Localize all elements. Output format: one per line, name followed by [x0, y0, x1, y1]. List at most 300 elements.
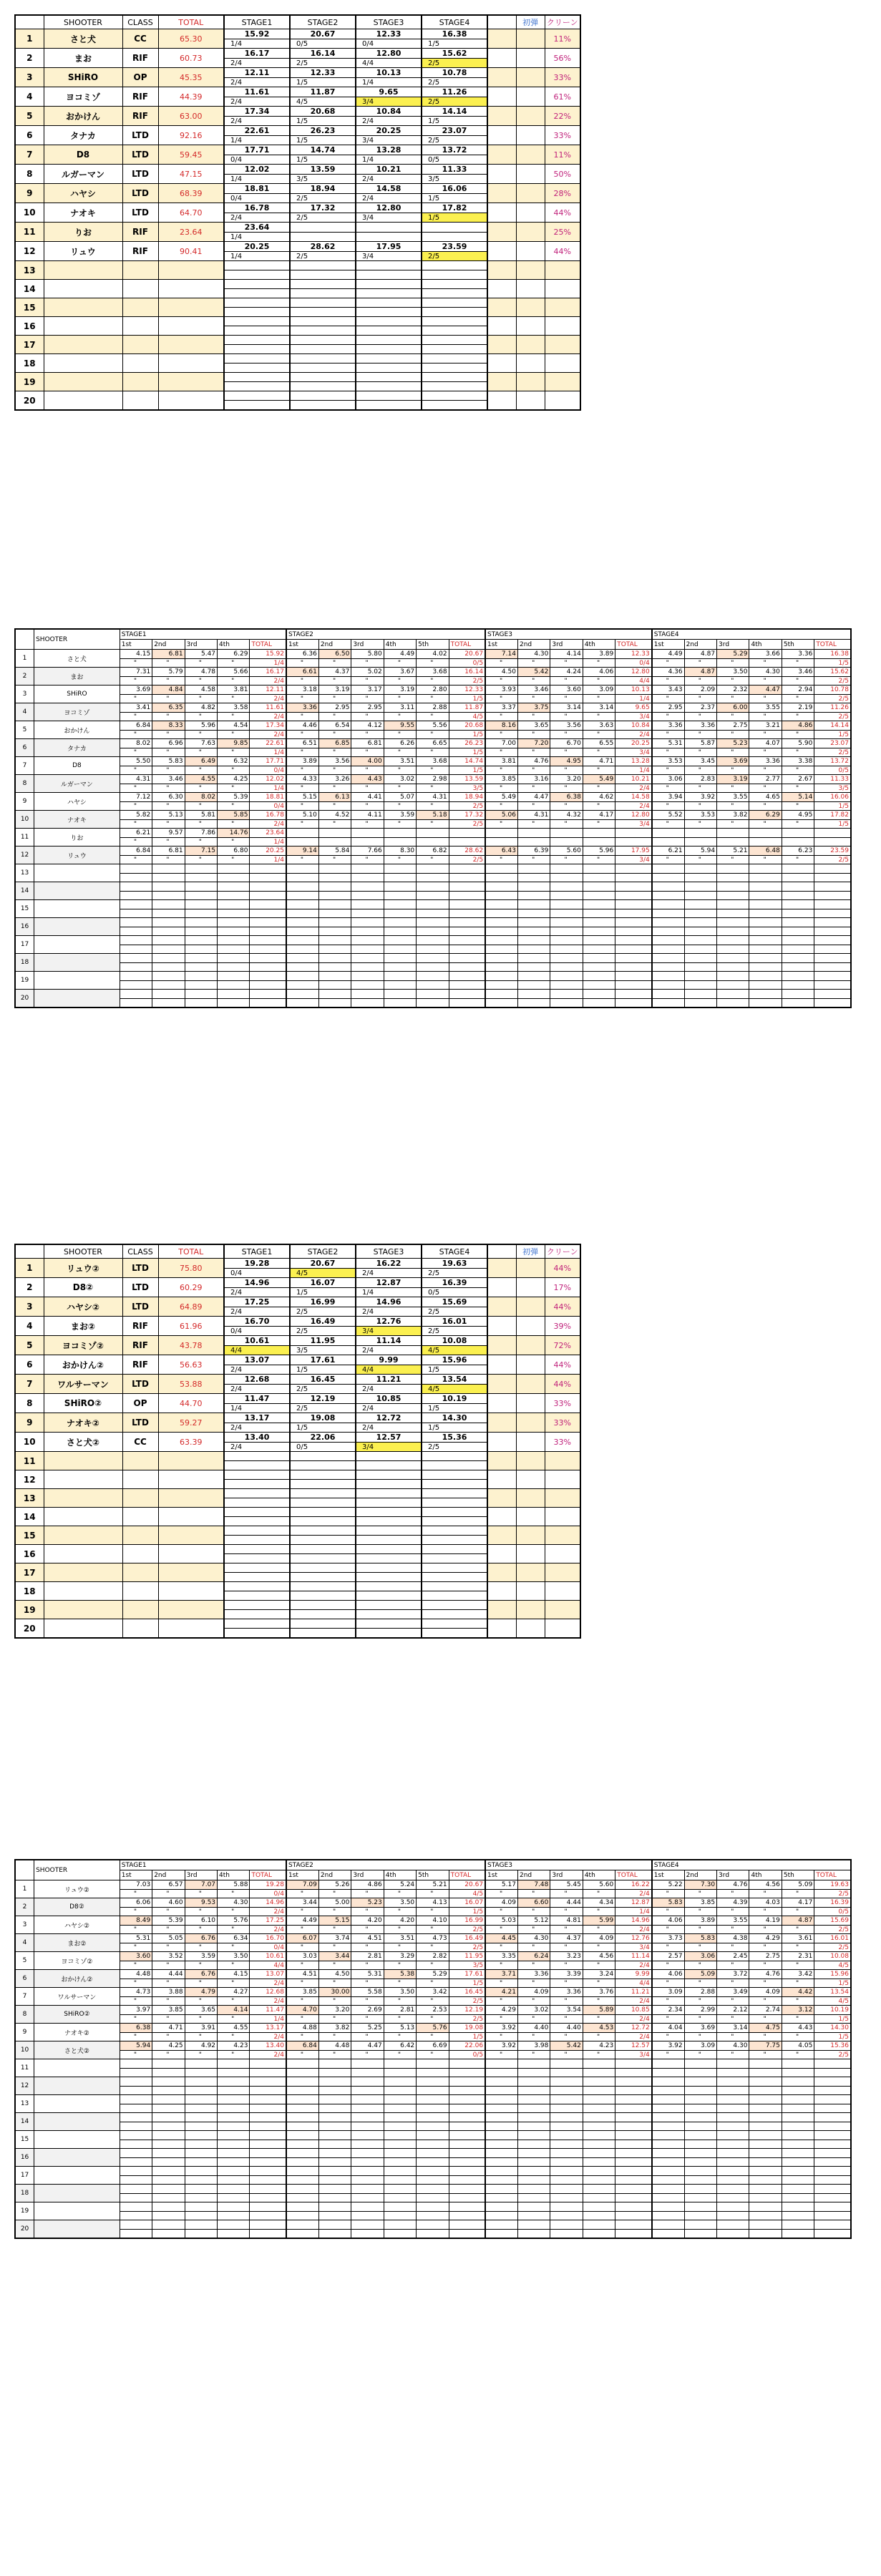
stage3-time: 10.21 — [356, 165, 422, 175]
tick-cell — [351, 981, 384, 990]
tick-cell: " — [218, 856, 250, 864]
shooter-name: SHiRO② — [44, 1394, 122, 1413]
shooter-name — [44, 280, 122, 298]
shot-time: 3.21 — [749, 721, 782, 731]
tick-cell: " — [152, 1943, 185, 1952]
total-time: 60.73 — [158, 49, 224, 68]
tick-cell — [717, 2122, 749, 2131]
shot-time: 2.83 — [684, 775, 716, 784]
shot-time: 4.31 — [417, 793, 449, 802]
stage-hits: 2/5 — [814, 713, 851, 721]
shot-time — [318, 2149, 351, 2158]
shot-time: 4.76 — [749, 1970, 782, 1979]
stage-hits — [449, 892, 485, 900]
tick-cell — [517, 2104, 550, 2113]
shot-time — [583, 972, 615, 981]
stage-total — [615, 2185, 652, 2194]
shot-time: 4.82 — [185, 703, 217, 713]
shot-time: 5.23 — [351, 1898, 384, 1908]
detail-row — [15, 757, 851, 766]
shot-time — [717, 918, 749, 927]
spacer-cell — [487, 1375, 516, 1394]
shot-time: 8.16 — [485, 721, 517, 731]
shooter-class — [122, 1545, 158, 1563]
shot-time — [782, 990, 814, 999]
tick-cell: " — [749, 1979, 782, 1988]
tick-cell — [351, 2140, 384, 2149]
stage-total-header: TOTAL — [250, 640, 286, 650]
shot-time: 8.49 — [120, 1916, 152, 1926]
shooter-name: タナカ — [44, 126, 122, 145]
tick-cell — [120, 2122, 152, 2131]
shot-time — [782, 864, 814, 874]
tick-cell — [583, 945, 615, 954]
shot-time — [185, 2202, 217, 2212]
shooter-class: OP — [122, 1394, 158, 1413]
shot-time — [652, 2077, 684, 2087]
tick-cell — [652, 2069, 684, 2077]
shot-time: 4.92 — [185, 2041, 217, 2051]
detail-row — [15, 721, 851, 731]
tick-cell — [318, 2069, 351, 2077]
detail-fraction-row — [15, 802, 851, 811]
tick-cell — [485, 927, 517, 936]
shot-time: 2.45 — [717, 1952, 749, 1961]
total-time: 61.96 — [158, 1317, 224, 1336]
row-number: 20 — [15, 2220, 34, 2239]
shot-time: 6.85 — [318, 739, 351, 748]
shot-time: 6.69 — [417, 2041, 449, 2051]
tick-cell: " — [782, 856, 814, 864]
stage4-hits: 3/5 — [422, 175, 487, 184]
tick-cell: " — [318, 677, 351, 686]
row-number: 5 — [15, 1952, 34, 1970]
tick-cell: " — [120, 731, 152, 739]
stage3-header: STAGE3 — [485, 629, 652, 640]
stage-total: 10.61 — [250, 1952, 286, 1961]
stage2-hits — [290, 233, 356, 242]
tick-cell — [152, 963, 185, 972]
clean-rate: 72% — [545, 1336, 580, 1355]
tick-cell: " — [652, 677, 684, 686]
result-row — [15, 1317, 580, 1327]
tick-cell: " — [218, 1961, 250, 1970]
shot-time — [351, 2220, 384, 2230]
tick-cell — [782, 2230, 814, 2239]
stage-total: 12.76 — [615, 1934, 652, 1943]
shot-time — [120, 972, 152, 981]
shot-2-header: 2nd — [684, 640, 716, 650]
result-row — [15, 1545, 580, 1554]
shot-time — [782, 2131, 814, 2140]
shot-time: 5.85 — [218, 811, 250, 820]
tick-cell — [485, 945, 517, 954]
tick-cell: " — [152, 1997, 185, 2006]
total-time: 60.29 — [158, 1278, 224, 1297]
tick-cell: " — [384, 2051, 416, 2059]
shot-time — [286, 2095, 318, 2104]
shot-time: 3.73 — [652, 1934, 684, 1943]
shot-time — [318, 2131, 351, 2140]
tick-cell: " — [185, 748, 217, 757]
shot-time: 6.38 — [550, 793, 583, 802]
tick-cell: " — [384, 713, 416, 721]
tick-cell — [517, 874, 550, 882]
spacer-cell — [487, 1355, 516, 1375]
shot-time: 3.63 — [583, 721, 615, 731]
shot-time — [120, 936, 152, 945]
shot-time — [286, 2167, 318, 2176]
stage3-hits: 3/4 — [356, 1443, 422, 1452]
tick-cell: " — [782, 766, 814, 775]
stage-total: 16.78 — [250, 811, 286, 820]
tick-cell: " — [517, 1926, 550, 1934]
tick-cell — [318, 927, 351, 936]
empty-cell — [545, 280, 580, 298]
result-row — [15, 1452, 580, 1461]
tick-cell: " — [652, 1979, 684, 1988]
shot-time — [684, 2059, 716, 2069]
stage4-hits — [422, 401, 487, 411]
detail-fraction-row — [15, 659, 851, 668]
stage3-hits: 3/4 — [356, 136, 422, 145]
shot-time — [185, 918, 217, 927]
spacer-cell — [487, 1297, 516, 1317]
shot-1-header: 1st — [652, 640, 684, 650]
shot-time — [652, 2220, 684, 2230]
detail-row — [15, 1934, 851, 1943]
shot-time: 2.69 — [351, 2006, 384, 2015]
shot-time: 3.58 — [218, 703, 250, 713]
shot-time: 4.62 — [583, 793, 615, 802]
tick-cell: " — [652, 695, 684, 703]
tick-cell — [485, 2069, 517, 2077]
shot-time: 7.63 — [185, 739, 217, 748]
shot-time — [384, 2202, 416, 2212]
stage4-time — [422, 1489, 487, 1498]
shooter-name — [44, 1508, 122, 1526]
shot-time — [652, 2185, 684, 2194]
stage2-time: 12.33 — [290, 68, 356, 78]
tick-cell — [517, 2194, 550, 2202]
tick-cell: " — [782, 2051, 814, 2059]
shot-time — [152, 918, 185, 927]
stage-total-header: TOTAL — [449, 1870, 485, 1880]
tick-cell — [152, 2104, 185, 2113]
tick-cell — [485, 999, 517, 1008]
tick-cell — [749, 2140, 782, 2149]
stage-hits — [615, 2194, 652, 2202]
shot-time — [717, 2077, 749, 2087]
stage-total — [814, 2202, 851, 2212]
shooter-name — [34, 2059, 120, 2077]
row-number: 13 — [15, 864, 34, 882]
result-row — [15, 298, 580, 308]
shot-time — [286, 972, 318, 981]
stage1-header: STAGE1 — [120, 629, 286, 640]
stage1-time — [224, 298, 290, 308]
result-row — [15, 184, 580, 194]
tick-cell — [749, 999, 782, 1008]
tick-cell — [583, 2212, 615, 2220]
shot-time — [120, 864, 152, 874]
shot-time: 4.25 — [218, 775, 250, 784]
tick-cell: " — [782, 1943, 814, 1952]
shot-time: 4.54 — [218, 721, 250, 731]
detail-fraction-row — [15, 2015, 851, 2024]
total-time — [158, 280, 224, 298]
tick-cell: " — [652, 731, 684, 739]
shot-time: 6.34 — [218, 1934, 250, 1943]
shot-time — [152, 2131, 185, 2140]
shot-time — [351, 2077, 384, 2087]
shot-time: 6.65 — [417, 739, 449, 748]
blank-header — [15, 629, 34, 650]
stage2-time: 17.32 — [290, 203, 356, 213]
stage-total: 10.78 — [814, 686, 851, 695]
shot-time — [517, 954, 550, 963]
shot-time: 4.17 — [782, 1898, 814, 1908]
stage-hits: 1/4 — [615, 766, 652, 775]
shooter-class: RIF — [122, 1355, 158, 1375]
tick-cell: " — [120, 677, 152, 686]
tick-cell — [218, 2104, 250, 2113]
shot-time: 9.14 — [286, 847, 318, 856]
shot-time — [218, 2095, 250, 2104]
shot-time: 4.23 — [218, 2041, 250, 2051]
stage-hits — [449, 909, 485, 918]
shot-time: 2.12 — [717, 2006, 749, 2015]
tick-cell: " — [749, 1961, 782, 1970]
tick-cell: " — [218, 802, 250, 811]
shot-time: 3.65 — [185, 2006, 217, 2015]
shot-time: 3.41 — [120, 703, 152, 713]
stage3-hits: 3/4 — [356, 97, 422, 107]
result-row — [15, 1508, 580, 1517]
shot-time: 3.26 — [318, 775, 351, 784]
stage4-hits — [422, 270, 487, 280]
tick-cell: " — [120, 1961, 152, 1970]
tick-cell: " — [550, 802, 583, 811]
shot-time — [684, 2149, 716, 2158]
stage4-time — [422, 1619, 487, 1629]
tick-cell — [749, 927, 782, 936]
spacer-cell — [487, 126, 516, 145]
stage4-time: 10.78 — [422, 68, 487, 78]
clean-rate: 28% — [545, 184, 580, 203]
tick-cell: " — [384, 1979, 416, 1988]
shooter-name: ハヤシ② — [34, 1916, 120, 1934]
shot-time: 4.09 — [583, 1934, 615, 1943]
stage-total: 23.59 — [814, 847, 851, 856]
shot-time: 3.19 — [717, 775, 749, 784]
shot-5-header: 5th — [782, 640, 814, 650]
tick-cell: " — [485, 713, 517, 721]
shot-time — [417, 2131, 449, 2140]
shot-time — [152, 954, 185, 963]
shooter-class — [122, 1619, 158, 1639]
shooter-name: SHiRO — [44, 68, 122, 87]
shot-time — [384, 990, 416, 999]
empty-cell — [545, 298, 580, 317]
shooter-name: おかけん② — [44, 1355, 122, 1375]
shooter-name: りお — [34, 829, 120, 847]
tick-cell — [517, 945, 550, 954]
shot-time — [517, 972, 550, 981]
tick-cell: " — [351, 1926, 384, 1934]
tick-cell: " — [583, 748, 615, 757]
stage-total — [814, 2113, 851, 2122]
tick-cell — [152, 892, 185, 900]
empty-cell — [487, 1619, 516, 1639]
stage3-hits — [356, 1461, 422, 1470]
tick-cell: " — [717, 802, 749, 811]
shooter-name: ルガーマン — [34, 775, 120, 793]
shot-time: 4.43 — [782, 2024, 814, 2033]
stage-hits: 4/4 — [615, 1979, 652, 1988]
row-number: 18 — [15, 354, 44, 373]
tick-cell: " — [218, 731, 250, 739]
detail-fraction-row — [15, 1943, 851, 1952]
tick-cell — [583, 2230, 615, 2239]
tick-cell: " — [749, 1908, 782, 1916]
stage-total: 14.58 — [615, 793, 652, 802]
tick-cell — [417, 2069, 449, 2077]
shot-time: 5.02 — [351, 668, 384, 677]
shot-time: 2.19 — [782, 703, 814, 713]
tick-cell — [417, 999, 449, 1008]
empty-cell — [545, 373, 580, 391]
stage1-hits — [224, 1498, 290, 1508]
shot-time: 5.76 — [218, 1916, 250, 1926]
stage-total: 15.62 — [814, 668, 851, 677]
row-number: 2 — [15, 1278, 44, 1297]
tick-cell: " — [550, 1908, 583, 1916]
clean-rate: 44% — [545, 203, 580, 223]
tick-cell: " — [652, 1926, 684, 1934]
shot-time — [351, 954, 384, 963]
tick-cell: " — [384, 1997, 416, 2006]
tick-cell: " — [417, 1961, 449, 1970]
stage-hits: 4/5 — [814, 1961, 851, 1970]
tick-cell: " — [485, 1926, 517, 1934]
tick-cell: " — [684, 1943, 716, 1952]
stage3-hits — [356, 270, 422, 280]
tick-cell — [485, 2158, 517, 2167]
row-number: 8 — [15, 2006, 34, 2024]
shot-time — [583, 900, 615, 909]
row-number: 4 — [15, 703, 34, 721]
stage-total: 11.26 — [814, 703, 851, 713]
tick-cell: " — [550, 1926, 583, 1934]
shot-time: 3.92 — [684, 793, 716, 802]
shot-time: 5.06 — [485, 811, 517, 820]
row-number: 10 — [15, 1433, 44, 1452]
tick-cell: " — [550, 713, 583, 721]
stage2-hits: 2/5 — [290, 59, 356, 68]
shot-time: 6.84 — [120, 721, 152, 731]
tick-cell: " — [583, 766, 615, 775]
stage3-time: 12.87 — [356, 1278, 422, 1288]
shot-time: 6.23 — [782, 847, 814, 856]
stage-hits: 2/4 — [250, 2051, 286, 2059]
shot-time — [749, 2059, 782, 2069]
empty-cell — [516, 1508, 545, 1526]
stage2-hits: 2/5 — [290, 1327, 356, 1336]
shot-time — [218, 2149, 250, 2158]
stage-total: 18.94 — [449, 793, 485, 802]
stage-hits — [814, 2230, 851, 2239]
stage1-hits — [224, 364, 290, 373]
spacer-cell — [487, 68, 516, 87]
tick-cell: " — [550, 748, 583, 757]
tick-cell: " — [485, 802, 517, 811]
tick-cell: " — [318, 1908, 351, 1916]
stage4-hits: 1/5 — [422, 117, 487, 126]
stage-hits — [615, 2087, 652, 2095]
tick-cell: " — [417, 713, 449, 721]
shot-time: 4.95 — [782, 811, 814, 820]
tick-cell — [749, 2194, 782, 2202]
stage1-time — [224, 1582, 290, 1591]
shot-time: 6.84 — [120, 847, 152, 856]
tick-cell — [485, 874, 517, 882]
shot-time: 4.76 — [517, 757, 550, 766]
total-time: 92.16 — [158, 126, 224, 145]
tick-cell: " — [152, 1926, 185, 1934]
empty-cell — [516, 391, 545, 411]
shooter-name: リュウ — [44, 242, 122, 261]
tick-cell — [286, 2140, 318, 2149]
stage-hits — [814, 2069, 851, 2077]
stage1-time: 23.64 — [224, 223, 290, 233]
shooter-name: ハヤシ — [34, 793, 120, 811]
shot-time: 5.56 — [417, 721, 449, 731]
stage-hits — [449, 2230, 485, 2239]
stage3-time — [356, 1508, 422, 1517]
stage4-time — [422, 317, 487, 326]
stage4-time — [422, 1582, 487, 1591]
shot-time — [717, 900, 749, 909]
total-time — [158, 317, 224, 336]
stage-total: 16.39 — [814, 1898, 851, 1908]
stage1-hits — [224, 326, 290, 336]
shot-time — [351, 900, 384, 909]
stage4-time: 10.19 — [422, 1394, 487, 1404]
spacer-cell — [487, 29, 516, 49]
tick-cell: " — [218, 1997, 250, 2006]
shot-4-header: 4th — [583, 640, 615, 650]
tick-cell: " — [782, 731, 814, 739]
shooter-class: LTD — [122, 203, 158, 223]
shot-time: 5.66 — [218, 668, 250, 677]
stage-total — [615, 900, 652, 909]
shot-time: 6.57 — [152, 1880, 185, 1890]
row-number: 19 — [15, 1601, 44, 1619]
shot-time: 5.83 — [684, 1934, 716, 1943]
tick-cell — [185, 945, 217, 954]
stage-total — [615, 954, 652, 963]
tick-cell — [318, 892, 351, 900]
tick-cell: " — [318, 766, 351, 775]
tick-cell — [782, 2194, 814, 2202]
tick-cell — [318, 2087, 351, 2095]
shot-time: 2.81 — [351, 1952, 384, 1961]
tick-cell — [351, 2069, 384, 2077]
stage1-time: 16.70 — [224, 1317, 290, 1327]
stage3-hits — [356, 1554, 422, 1563]
shot-time: 3.60 — [120, 1952, 152, 1961]
